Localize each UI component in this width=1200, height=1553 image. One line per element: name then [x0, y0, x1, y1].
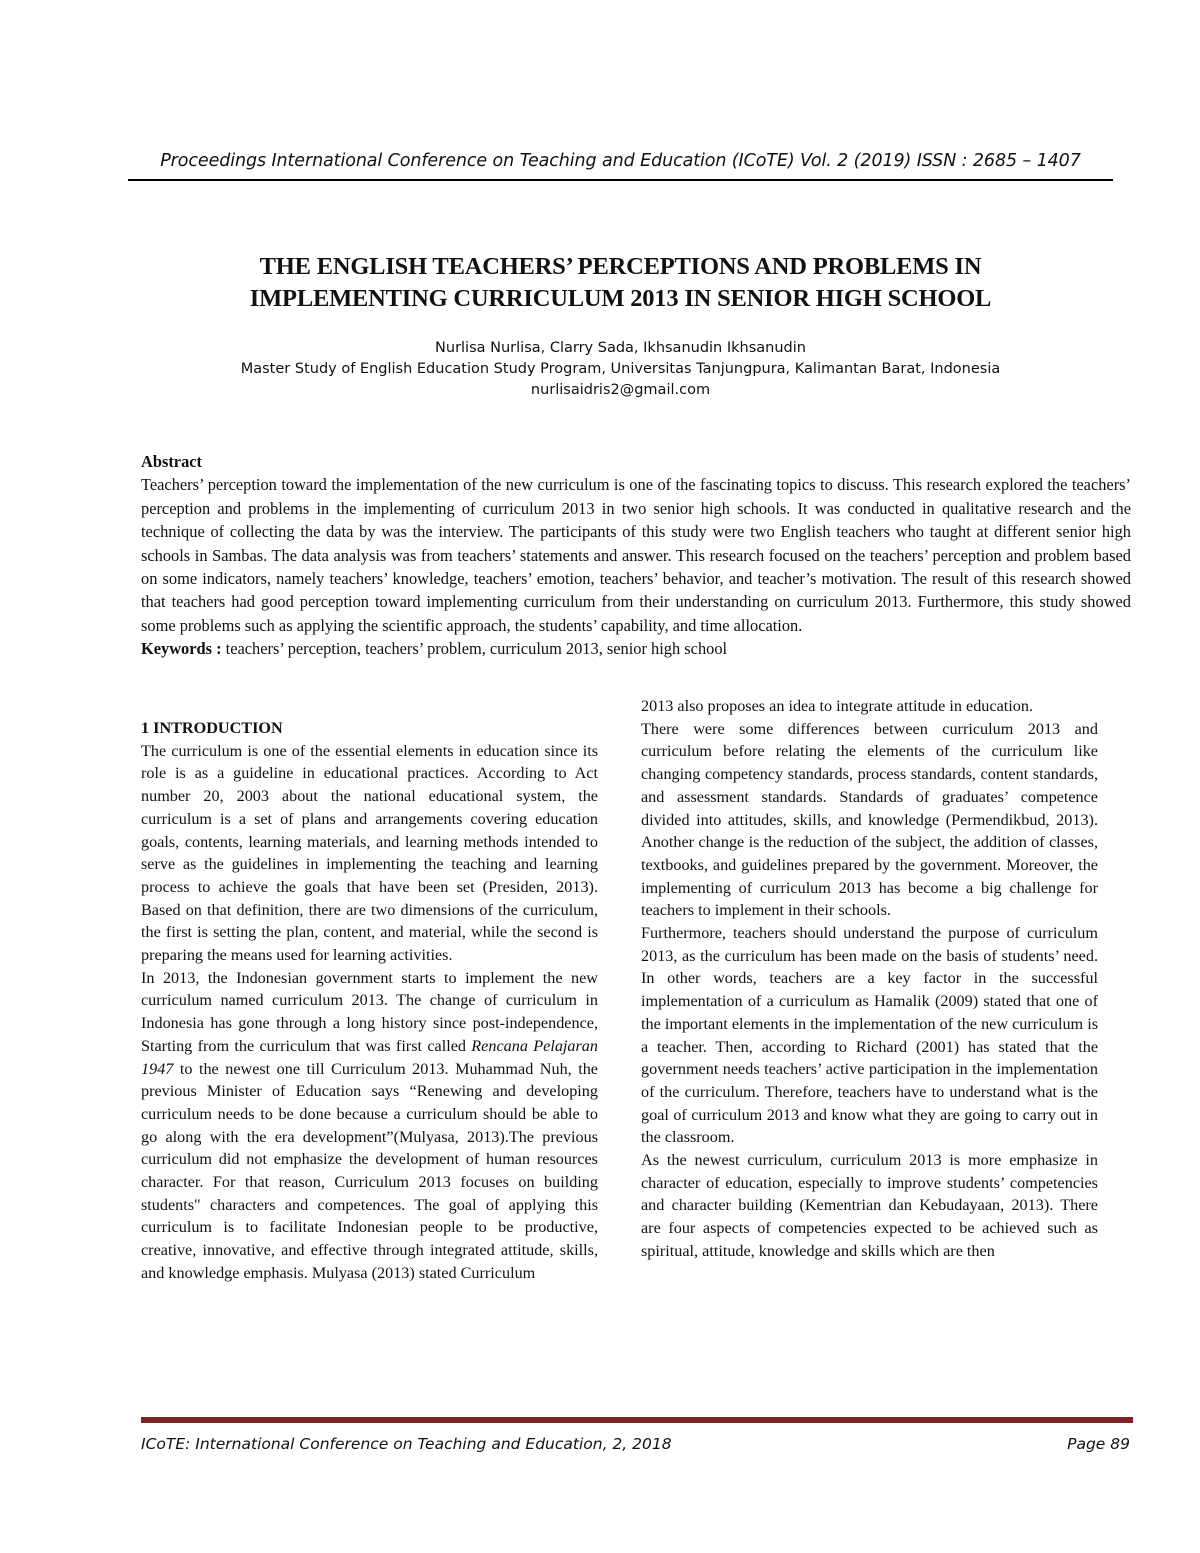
right-paragraph-4: As the newest curriculum, curriculum 2013 is more emphasize in character of education, especially to improve students’ competencies and character building (Kementrian dan Kebudayaan, 2013). There are four aspects of competencies expected to be achieved such as spiritual, attitude, knowledge and skills which are then [641, 1151, 1098, 1260]
abstract-body: Teachers’ perception toward the implementation of the new curriculum is one of the fascinating topics to discuss. This research explored the teachers’ perception and problems in the implementing of curriculum 2013 in two senior high schools. It was conducted in qualitative research and the technique of collecting the data by was the interview. The participants of this study were two English teachers who taught at different senior high schools in Sambas. The data analysis was from teachers’ statements and answer. This research focused on the teachers’ perception and problem based on some indicators, namely teachers’ knowledge, teachers’ emotion, teachers’ behavior, and teacher’s motivation. The result of this research showed that teachers had good perception toward implementing curriculum from their understanding on curriculum 2013. Furthermore, this study showed some problems such as applying the scientific approach, the students’ capability, and time allocation. [141, 475, 1131, 635]
author-block [128, 338, 1113, 401]
right-paragraph-3: Furthermore, teachers should understand the purpose of curriculum 2013, as the curriculum has been made on the basis of students’ need. In other words, teachers are a key factor in the successful implementation of a curriculum as Hamalik (2009) stated that one of the important elements in the implementation of the new curriculum is a teacher. Then, according to Richard (2001) has stated that the government needs teachers’ active participation in the implementation of the curriculum. Therefore, teachers have to understand what is the goal of curriculum 2013 and know what they are going to carry out in the classroom. [641, 924, 1098, 1147]
paper-title [128, 251, 1113, 315]
footer-page-number: Page 89 [1067, 1435, 1130, 1453]
title-line-2: IMPLEMENTING CURRICULUM 2013 IN SENIOR HIGH SCHOOL [249, 285, 992, 312]
intro-paragraph-2 [141, 967, 598, 1285]
footer-conference: ICoTE: International Conference on Teaching and Education, 2, 2018 [141, 1435, 672, 1453]
footer-rule [141, 1417, 1133, 1423]
keywords-label: Keywords : [141, 639, 222, 659]
section-heading-introduction: 1 INTRODUCTION [141, 719, 283, 737]
intro-paragraph-2-part-b: to the newest one till Curriculum 2013. Muhammad Nuh, the previous Minister of Education says “Renewing and developing curriculum needs to be done because a curriculum should be able to go along with the era development”(Mulyasa, 2013).The previous curriculum did not emphasize the development of human resources character. For that reason, Curriculum 2013 focuses on building students" characters and competences. The goal of applying this curriculum is to facilitate Indonesian people to be productive, creative, innovative, and effective through integrated attitude, skills, and knowledge emphasis. Mulyasa (2013) stated Curriculum [141, 1059, 598, 1282]
abstract-heading: Abstract [141, 452, 202, 471]
intro-paragraph-2-italic: Rencana Pelajaran 1947 [141, 1036, 598, 1078]
author-email: nurlisaidris2@gmail.com [530, 382, 711, 398]
intro-paragraph-2-part-a: In 2013, the Indonesian government starts to implement the new curriculum named curriculum 2013. The change of curriculum in Indonesia has gone through a long history since post-independence, Starting from the curriculum that was first called [141, 968, 598, 1055]
intro-paragraph-1: The curriculum is one of the essential elements in education since its role is as a guideline in educational practices. According to Act number 20, 2003 about the national educational system, the curriculum is a set of plans and arrangements covering education goals, contents, learning materials, and learning methods intended to serve as the guidelines in implementing the teaching and learning process to achieve the goals that have been set (Presiden, 2013). Based on that definition, there are two dimensions of the curriculum, the first is setting the plan, content, and material, while the second is preparing the means used for learning activities. [141, 741, 598, 965]
abstract-section [141, 450, 1131, 661]
title-line-1: THE ENGLISH TEACHERS’ PERCEPTIONS AND PROBLEMS IN [259, 253, 982, 280]
author-names: Nurlisa Nurlisa, Clarry Sada, Ikhsanudin Ikhsanudin [435, 340, 806, 356]
keywords-text: teachers’ perception, teachers’ problem, curriculum 2013, senior high school [221, 639, 728, 659]
right-column [641, 695, 1098, 1263]
running-header: Proceedings International Conference on Teaching and Education (ICoTE) Vol. 2 (2019) ISSN : 2685 – 1407 [160, 151, 1081, 171]
author-affiliation: Master Study of English Education Study Program, Universitas Tanjungpura, Kalimantan Barat, Indonesia [240, 361, 1001, 377]
right-paragraph-1: 2013 also proposes an idea to integrate attitude in education. [641, 697, 1033, 715]
left-column [141, 717, 598, 1285]
right-paragraph-2: There were some differences between curriculum 2013 and curriculum before relating the elements of the curriculum like changing competency standards, process standards, content standards, and assessment standards. Standards of graduates’ competence divided into attitudes, skills, and knowledge (Permendikbud, 2013). Another change is the reduction of the subject, the addition of classes, textbooks, and guidelines prepared by the government. Moreover, the implementing of curriculum 2013 has become a big challenge for teachers to implement in their schools. [641, 719, 1098, 920]
keywords-line [141, 637, 1131, 660]
header-rule [128, 179, 1113, 181]
